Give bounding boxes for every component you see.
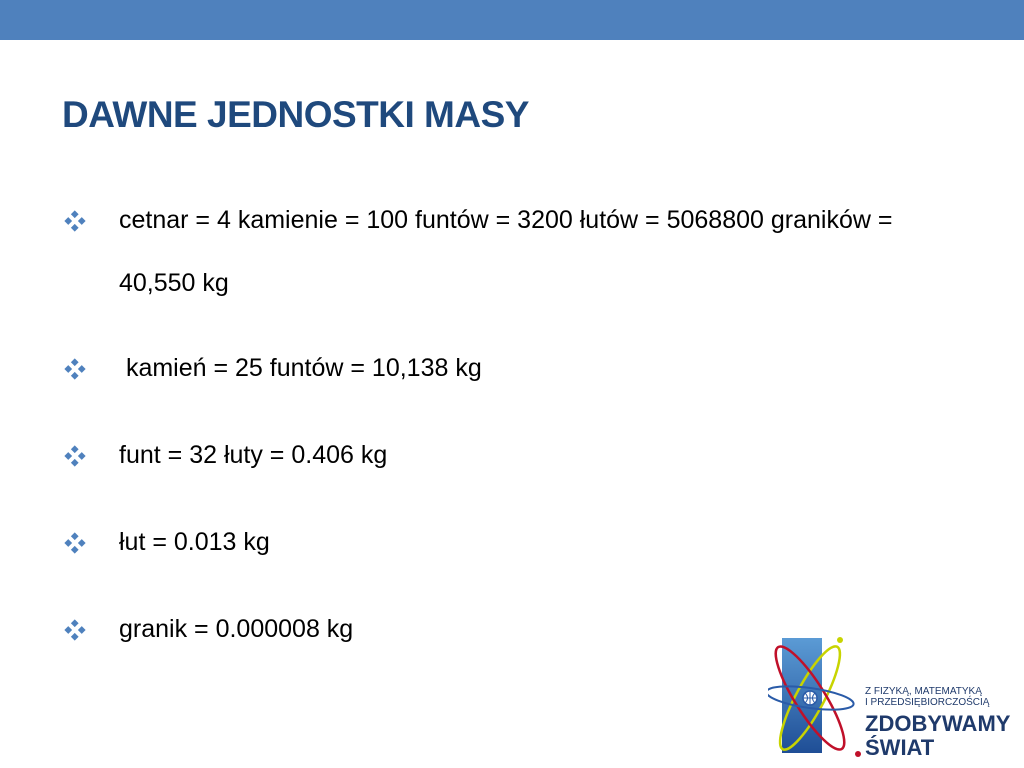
bullet-text: granik = 0.000008 kg (119, 615, 354, 643)
bullet-text: funt = 32 łuty = 0.406 kg (119, 441, 388, 469)
logo-tagline (865, 686, 989, 708)
bullet-text: łut = 0.013 kg (119, 528, 270, 556)
diamond-bullet-icon (64, 445, 86, 467)
logo-tagline-line2: I PRZEDSIĘBIORCZOŚCIĄ (865, 697, 990, 708)
logo-name-line2: ŚWIAT (865, 735, 935, 760)
diamond-bullet-icon (64, 532, 86, 554)
top-accent-bar (0, 0, 1024, 40)
slide-title: DAWNE JEDNOSTKI MASY (62, 94, 529, 135)
bullet-text: kamień = 25 funtów = 10,138 kg (119, 354, 482, 382)
bullet-text: cetnar = 4 kamienie = 100 funtów = 3200 łutów = 5068800 graników = 40,550 kg (119, 206, 893, 297)
logo-name (865, 712, 1010, 760)
diamond-bullet-icon (64, 619, 86, 641)
project-logo (768, 622, 1024, 768)
logo-tagline-line1: Z FIZYKĄ, MATEMATYKĄ (865, 686, 982, 697)
diamond-bullet-icon (64, 358, 86, 380)
logo-name-line1: ZDOBYWAMY (865, 711, 1011, 736)
diamond-bullet-icon (64, 210, 86, 232)
